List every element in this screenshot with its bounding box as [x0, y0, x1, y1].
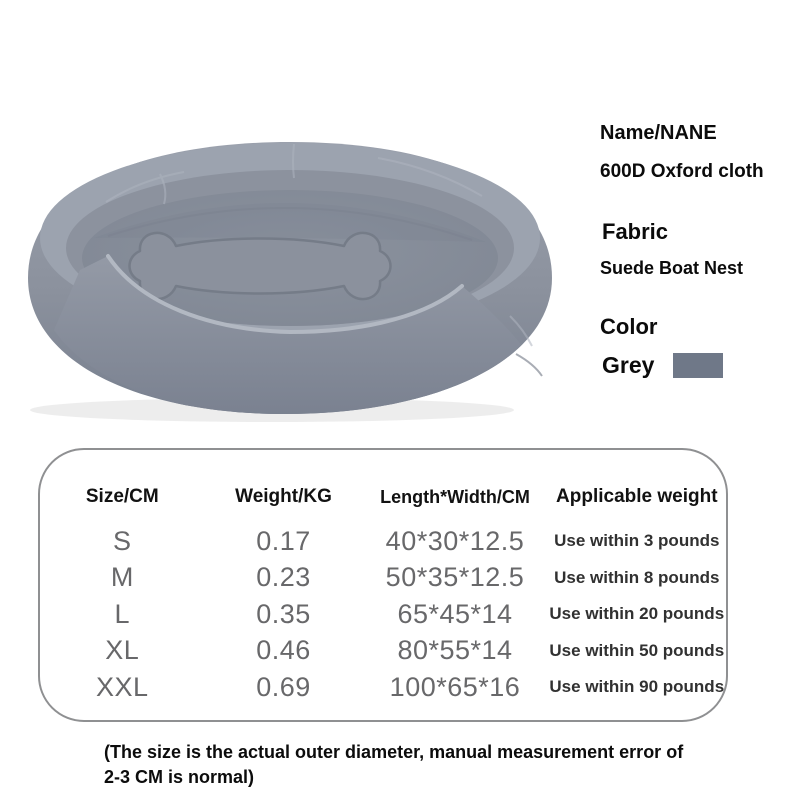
cell-weight: 0.23 — [256, 562, 311, 593]
header-dimensions: Length*Width/CM — [380, 486, 530, 507]
cell-applicable: Use within 90 pounds — [549, 677, 725, 697]
cell-size: S — [113, 525, 132, 556]
pet-bed-illustration — [10, 118, 570, 423]
cell-size: XL — [105, 635, 140, 666]
cell-weight: 0.46 — [256, 635, 311, 666]
bone-quilt — [130, 233, 391, 299]
size-table — [38, 448, 728, 722]
product-name-value: 600D Oxford cloth — [600, 161, 764, 182]
table-row — [40, 669, 726, 706]
cell-dimensions: 80*55*14 — [397, 635, 513, 666]
cell-dimensions: 65*45*14 — [397, 598, 513, 629]
fabric-value: Suede Boat Nest — [600, 258, 744, 278]
cell-applicable: Use within 8 pounds — [554, 567, 720, 587]
header-applicable: Applicable weight — [556, 486, 718, 507]
cell-dimensions: 100*65*16 — [389, 671, 521, 702]
cell-weight: 0.17 — [256, 525, 311, 556]
cell-weight: 0.35 — [256, 598, 311, 629]
size-table-header-row — [40, 474, 726, 520]
table-row — [40, 596, 726, 633]
pet-bed-photo — [10, 118, 570, 426]
color-swatch — [673, 353, 723, 378]
cell-size: M — [110, 562, 134, 593]
color-row — [602, 352, 723, 379]
header-size: Size/CM — [85, 486, 159, 507]
cell-applicable: Use within 20 pounds — [549, 604, 725, 624]
cell-dimensions: 40*30*12.5 — [385, 525, 525, 556]
cell-size: XXL — [96, 671, 149, 702]
cell-applicable: Use within 3 pounds — [554, 531, 720, 551]
wall-crease — [516, 354, 542, 376]
cell-size: L — [114, 598, 131, 629]
product-name-label: Name/NANE — [600, 122, 717, 144]
cell-dimensions: 50*35*12.5 — [385, 562, 525, 593]
cell-weight: 0.69 — [256, 671, 311, 702]
table-row — [40, 560, 726, 597]
measurement-note: (The size is the actual outer diameter, manual measurement error of 2-3 CM is normal) — [104, 742, 684, 788]
color-label: Color — [600, 314, 658, 339]
table-row — [40, 523, 726, 560]
fabric-label: Fabric — [602, 219, 669, 244]
color-value: Grey — [602, 352, 655, 378]
cell-applicable: Use within 50 pounds — [549, 640, 725, 660]
table-row — [40, 633, 726, 670]
header-weight: Weight/KG — [235, 486, 332, 507]
